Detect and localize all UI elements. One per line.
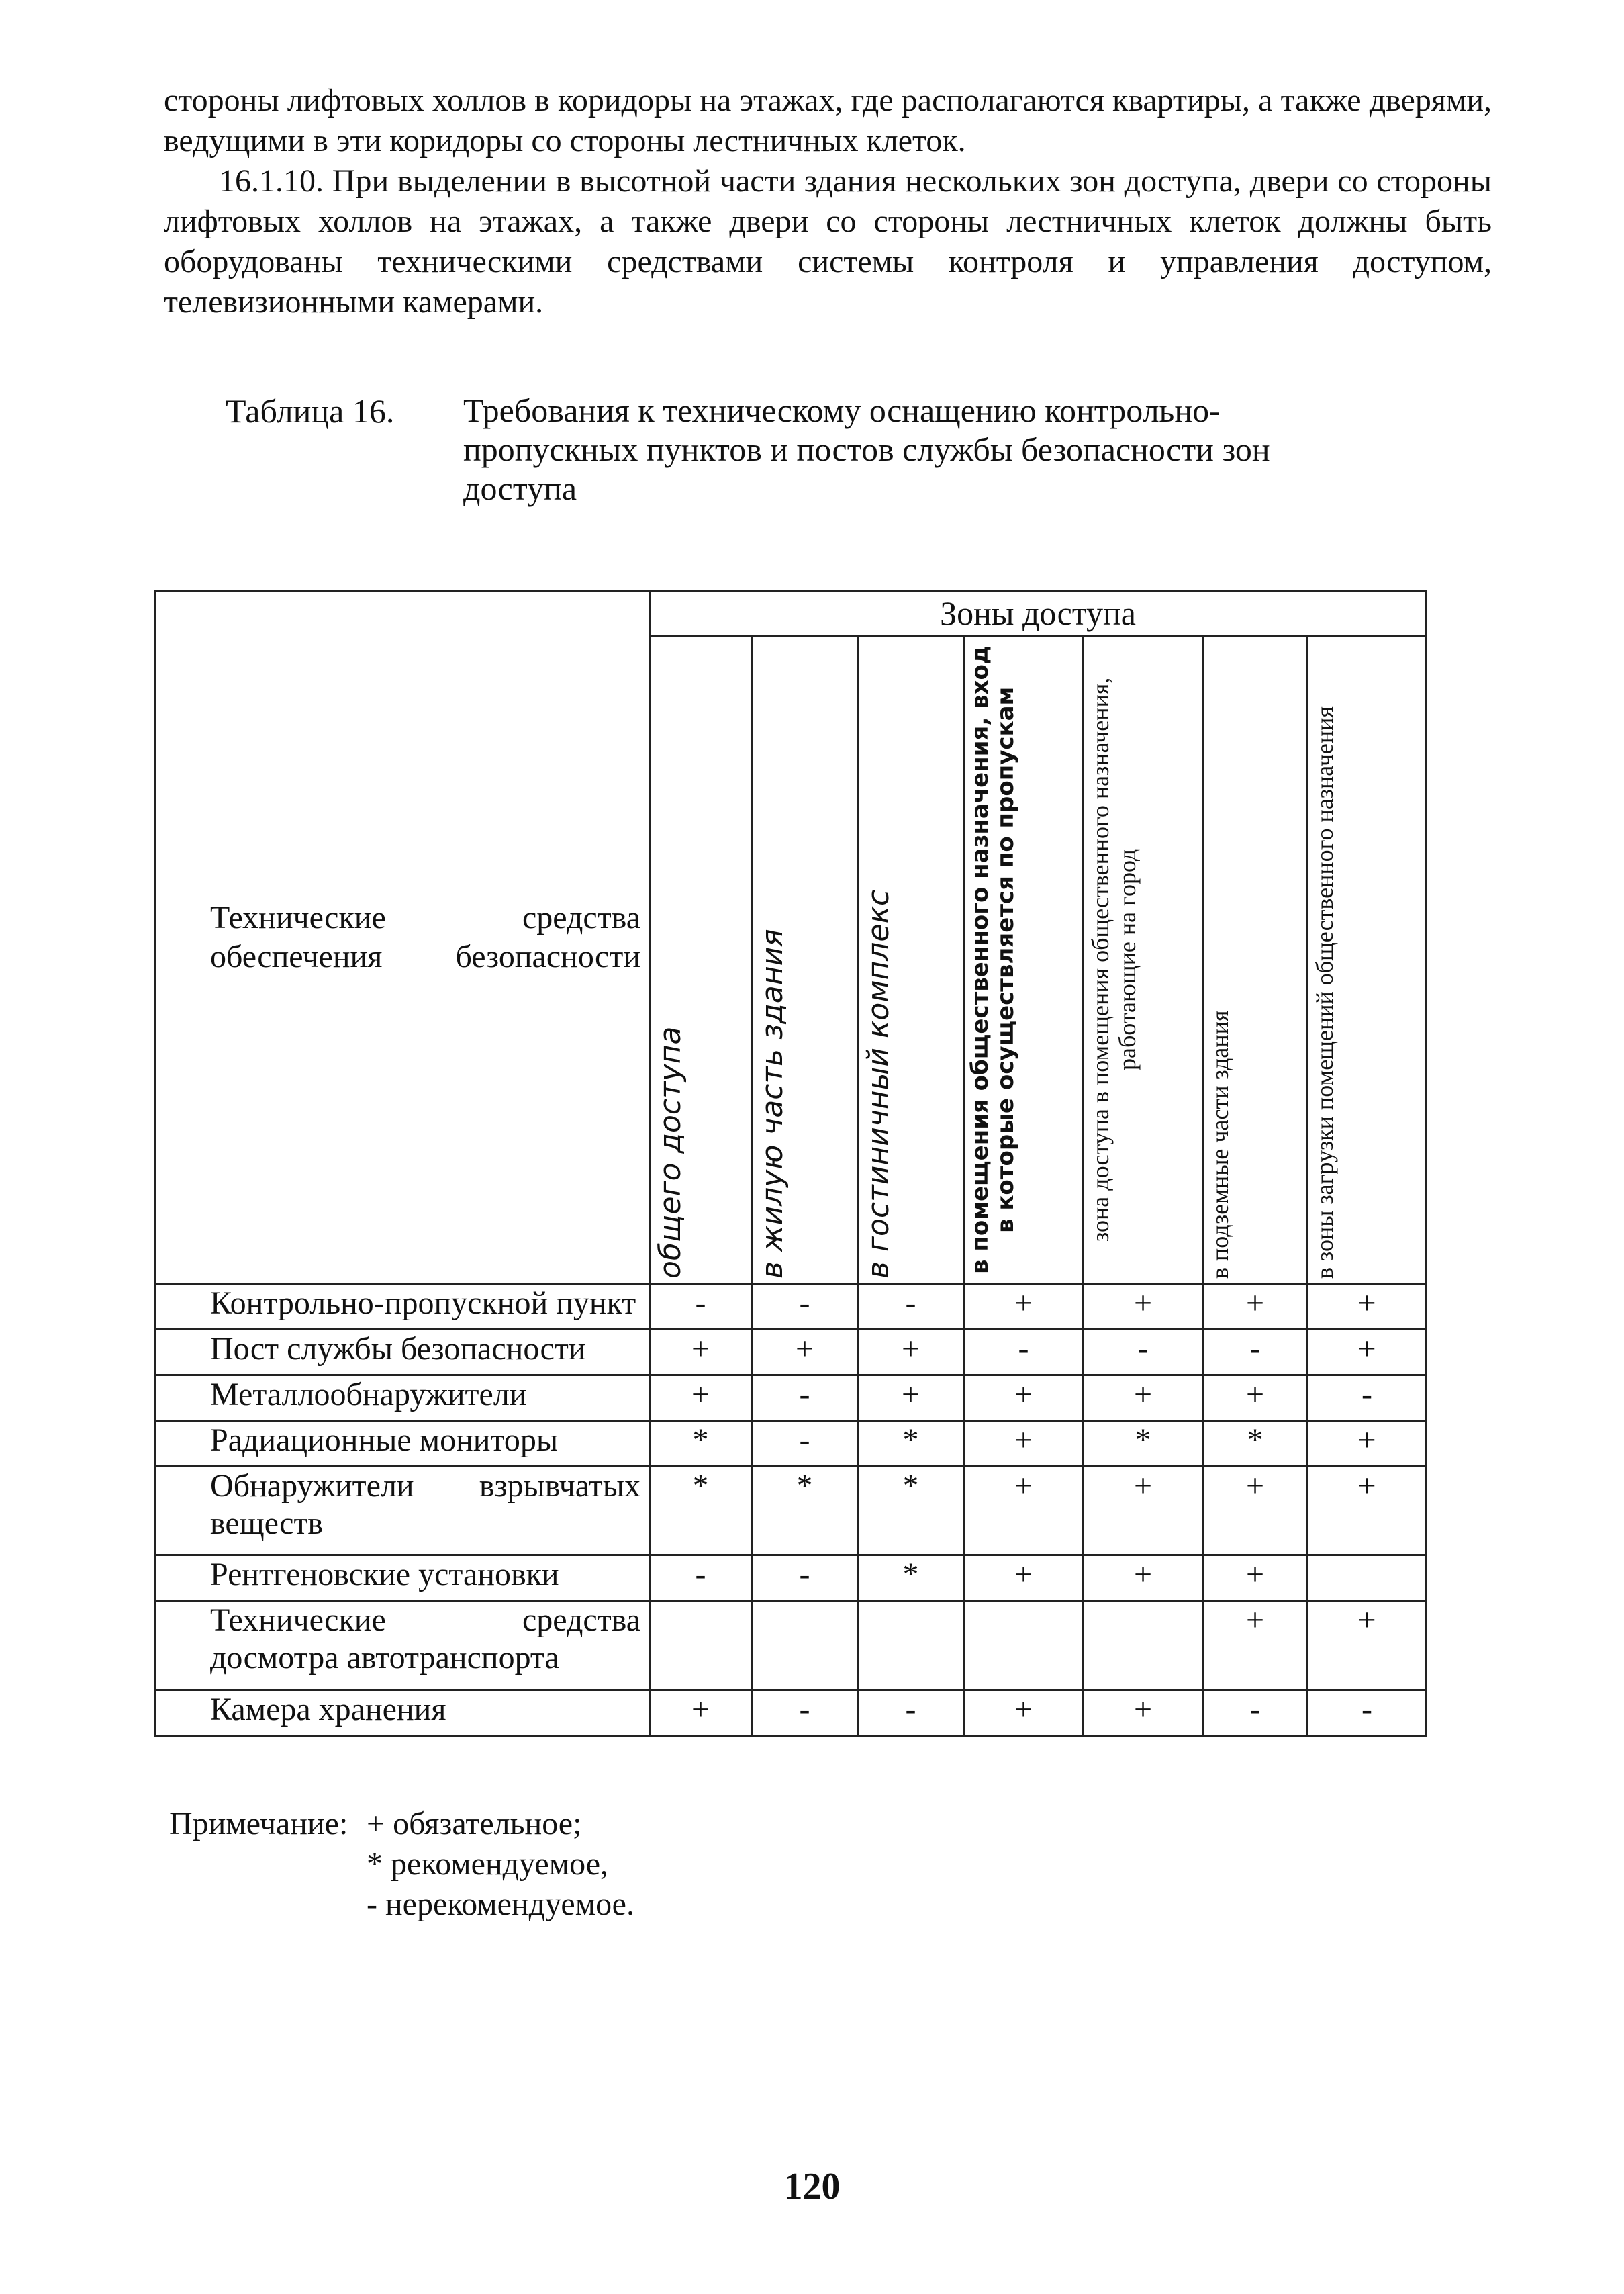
table-caption-label: Таблица 16. [226,392,395,430]
zone-header-text: в зоны загрузки помещений общественного назначения [1311,706,1338,1279]
zone-header-text: в подземные части здания [1206,1010,1233,1279]
table-corner-header [156,591,650,1284]
zone-header-text: в помещения общественного назначения, вход в которые осуществляется по пропускам [967,645,1019,1274]
table-cell: - [650,1284,752,1330]
table-cell: + [858,1329,964,1375]
table-cell: - [752,1555,858,1601]
table-cell [1084,1601,1203,1690]
table-cell: + [1084,1284,1203,1330]
table-cell: + [1203,1601,1308,1690]
table-cell: + [1203,1555,1308,1601]
table-cell [858,1601,964,1690]
table-cell: + [858,1375,964,1420]
zone-header-general [650,636,752,1284]
table-row [156,1690,1427,1735]
note-item: - нерекомендуемое. [367,1886,634,1922]
zone-header-hotel [858,636,964,1284]
table-cell: - [858,1690,964,1735]
table-cell: + [1308,1601,1427,1690]
table-cell: - [1308,1375,1427,1420]
table-row [156,1601,1427,1690]
table-cell: - [964,1329,1084,1375]
table-cell: + [964,1420,1084,1466]
table-row [156,1375,1427,1420]
row-label: Радиационные мониторы [156,1420,650,1466]
zone-header-text: общего доступа [653,1026,687,1279]
table-cell: - [650,1555,752,1601]
paragraph-continuation: стороны лифтовых холлов в коридоры на этажах, где располагаются квартиры, а также дверями, ведущими в эти коридоры со стороны лестничных клеток. [164,83,1492,158]
table-cell: + [1308,1420,1427,1466]
row-label: Контрольно-пропускной пункт [156,1284,650,1330]
notes-label: Примечание: [169,1806,348,1841]
paragraph-16-1-10: 16.1.10. При выделении в высотной части здания нескольких зон доступа, двери со стороны лифтовых холлов на этажах, а также двери со стороны лестничных клеток должны быть оборудованы техническими средствами системы контроля и управления доступом, телевизионными камерами. [164,163,1492,320]
zones-group-header: Зоны доступа [650,591,1427,636]
table-cell: + [964,1690,1084,1735]
table-cell: + [964,1466,1084,1555]
row-label: Металлообнаружители [156,1375,650,1420]
row-label: Обнаружители взрывчатых веществ [156,1466,650,1555]
table-cell: + [1084,1555,1203,1601]
zone-header-residential [752,636,858,1284]
row-label: Камера хранения [156,1690,650,1735]
table-cell: - [752,1375,858,1420]
table-cell: * [650,1420,752,1466]
table-cell: * [858,1466,964,1555]
note-item: * рекомендуемое, [367,1846,608,1882]
table-caption-title: Требования к техническому оснащению контрольно-пропускных пунктов и постов службы безопасности зон доступа [463,392,1270,507]
table-cell: * [1084,1420,1203,1466]
zone-header-loading [1308,636,1427,1284]
table-cell: - [858,1284,964,1330]
table-cell: - [1203,1329,1308,1375]
table-cell: + [1203,1284,1308,1330]
row-label: Пост службы безопасности [156,1329,650,1375]
table-cell [1308,1555,1427,1601]
table-cell: - [1203,1690,1308,1735]
table-row [156,1284,1427,1330]
table-cell: + [752,1329,858,1375]
table-cell: * [650,1466,752,1555]
zone-header-text: в гостиничный комплекс [861,889,896,1279]
table-cell: + [1203,1375,1308,1420]
zone-header-public-city [1084,636,1203,1284]
table-row [156,1420,1427,1466]
table-cell: + [1203,1466,1308,1555]
table-cell: + [650,1329,752,1375]
table-cell [650,1601,752,1690]
table-cell: * [752,1466,858,1555]
table-cell: * [858,1420,964,1466]
table-row [156,1555,1427,1601]
table-cell: - [752,1690,858,1735]
table-cell: + [964,1555,1084,1601]
table-row [156,1466,1427,1555]
table-cell [964,1601,1084,1690]
table-cell: - [1308,1690,1427,1735]
table-row [156,1329,1427,1375]
zone-header-text: в жилую часть здания [755,929,790,1279]
corner-header-text: Технические средства обеспечения безопасности [210,899,640,974]
row-label: Технические средства досмотра автотранспорта [156,1601,650,1690]
table-cell: + [964,1375,1084,1420]
table-cell: * [858,1555,964,1601]
notes [169,1804,634,1925]
page-number: 120 [783,2166,841,2207]
zone-header-text: зона доступа в помещения общественного назначения, работающие на город [1087,677,1141,1242]
table-cell: + [1308,1284,1427,1330]
table-cell: + [1308,1466,1427,1555]
table-cell: + [650,1690,752,1735]
zone-header-pass-access [964,636,1084,1284]
note-item: + обязательное; [367,1806,582,1841]
zone-header-underground [1203,636,1308,1284]
table-cell: - [1084,1329,1203,1375]
row-label: Рентгеновские установки [156,1555,650,1601]
table-cell: + [650,1375,752,1420]
requirements-table [154,590,1427,1737]
table-cell: * [1203,1420,1308,1466]
table-cell: + [1084,1690,1203,1735]
table-cell: - [752,1420,858,1466]
table-cell: + [1308,1329,1427,1375]
table-cell: + [1084,1466,1203,1555]
table-cell: + [1084,1375,1203,1420]
table-cell [752,1601,858,1690]
table-cell: + [964,1284,1084,1330]
table-cell: - [752,1284,858,1330]
table-body [156,1284,1427,1736]
